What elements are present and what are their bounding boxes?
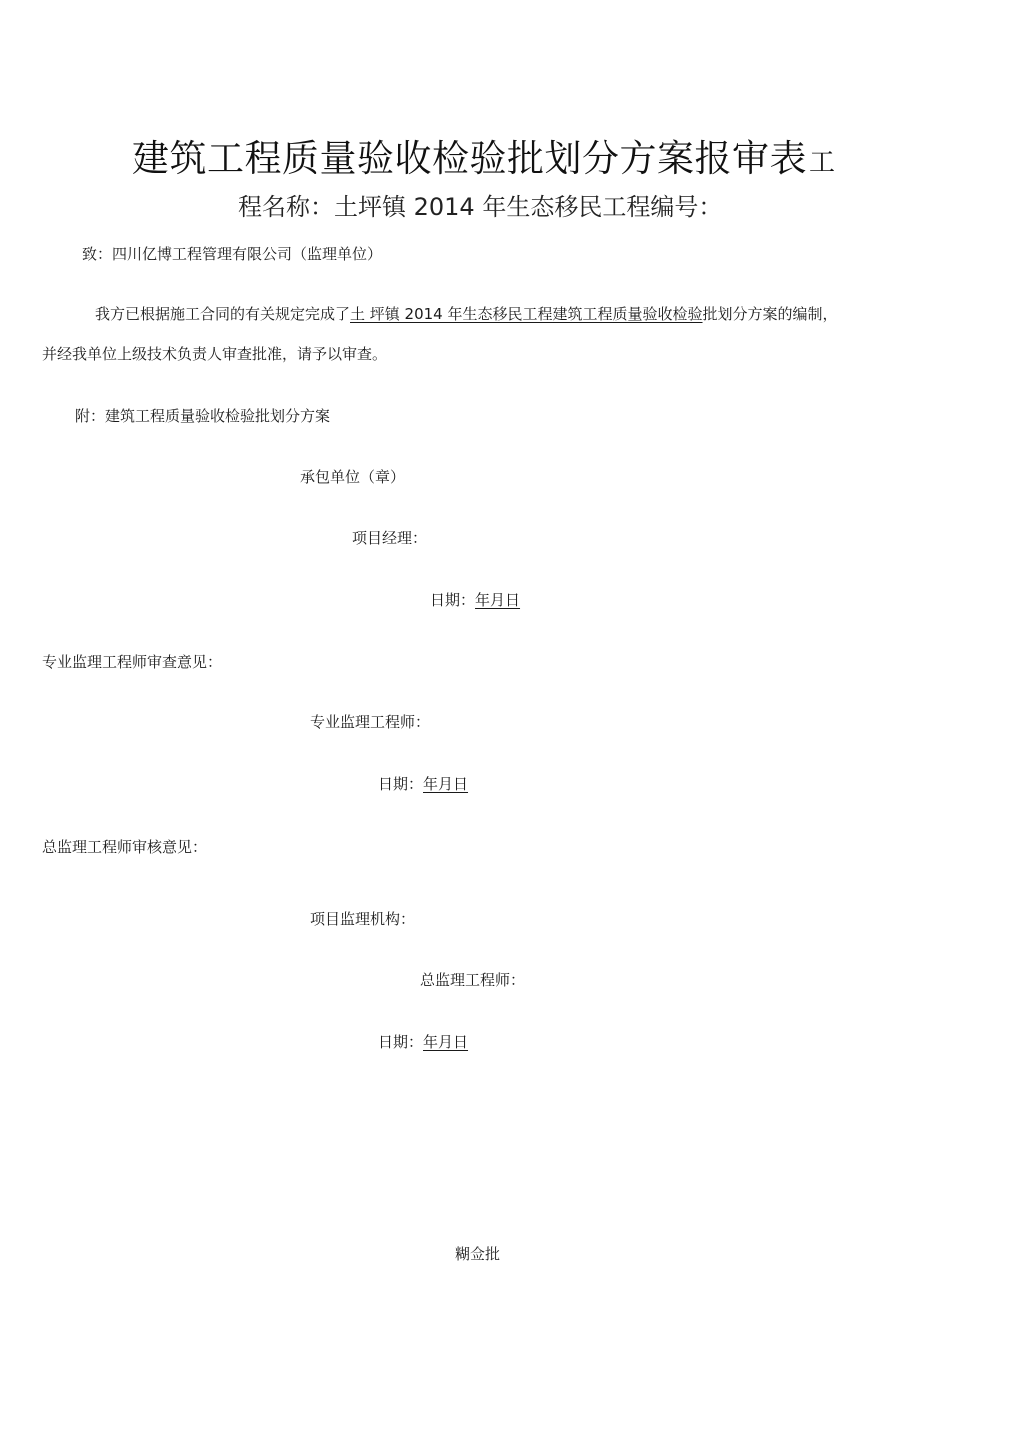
chief-opinion-label: 总监理工程师审核意见： bbox=[42, 838, 208, 856]
scope-underlined: 建筑工程质量验收检验 bbox=[552, 305, 703, 323]
chief-date bbox=[378, 1031, 468, 1052]
project-name-line: 程名称：土坪镇 2014 年生态移民工程编号： bbox=[238, 193, 723, 221]
paragraph-part-2: 批划分方案的编制， bbox=[702, 305, 838, 323]
chief-date-value: 年月日 bbox=[423, 1033, 469, 1051]
paragraph-part-1: 我方已根据施工合同的有关规定完成了 bbox=[95, 305, 351, 323]
specialist-opinion-label: 专业监理工程师审查意见： bbox=[42, 653, 223, 671]
chief-date-label: 日期： bbox=[378, 1033, 424, 1051]
specialist-date-value: 年月日 bbox=[423, 775, 469, 793]
contractor-date-value: 年月日 bbox=[475, 591, 521, 609]
footer-text: 糊佥批 bbox=[455, 1245, 501, 1263]
contractor-date-label: 日期： bbox=[430, 591, 476, 609]
contractor-date bbox=[430, 589, 520, 610]
page-title bbox=[132, 128, 836, 182]
chief-engineer-label: 总监理工程师： bbox=[420, 971, 526, 989]
title-tail: 工 bbox=[809, 148, 836, 178]
supervision-org-label: 项目监理机构： bbox=[310, 910, 416, 928]
specialist-date-label: 日期： bbox=[378, 775, 424, 793]
project-name-underlined: 土 坪镇 2014 年生态移民工程 bbox=[350, 305, 553, 323]
addressee: 致：四川亿博工程管理有限公司（监理单位） bbox=[82, 245, 383, 263]
specialist-date bbox=[378, 773, 468, 794]
attachment-note: 附：建筑工程质量验收检验批划分方案 bbox=[75, 407, 331, 425]
paragraph-line-2: 并经我单位上级技术负责人审查批准，请予以审查。 bbox=[42, 345, 388, 363]
paragraph-line-1 bbox=[95, 303, 838, 324]
title-main: 建筑工程质量验收检验批划分方案报审表 bbox=[132, 137, 807, 180]
specialist-engineer-label: 专业监理工程师： bbox=[310, 713, 431, 731]
project-manager-label: 项目经理： bbox=[352, 529, 428, 547]
contractor-unit-label: 承包单位（章） bbox=[300, 468, 406, 486]
